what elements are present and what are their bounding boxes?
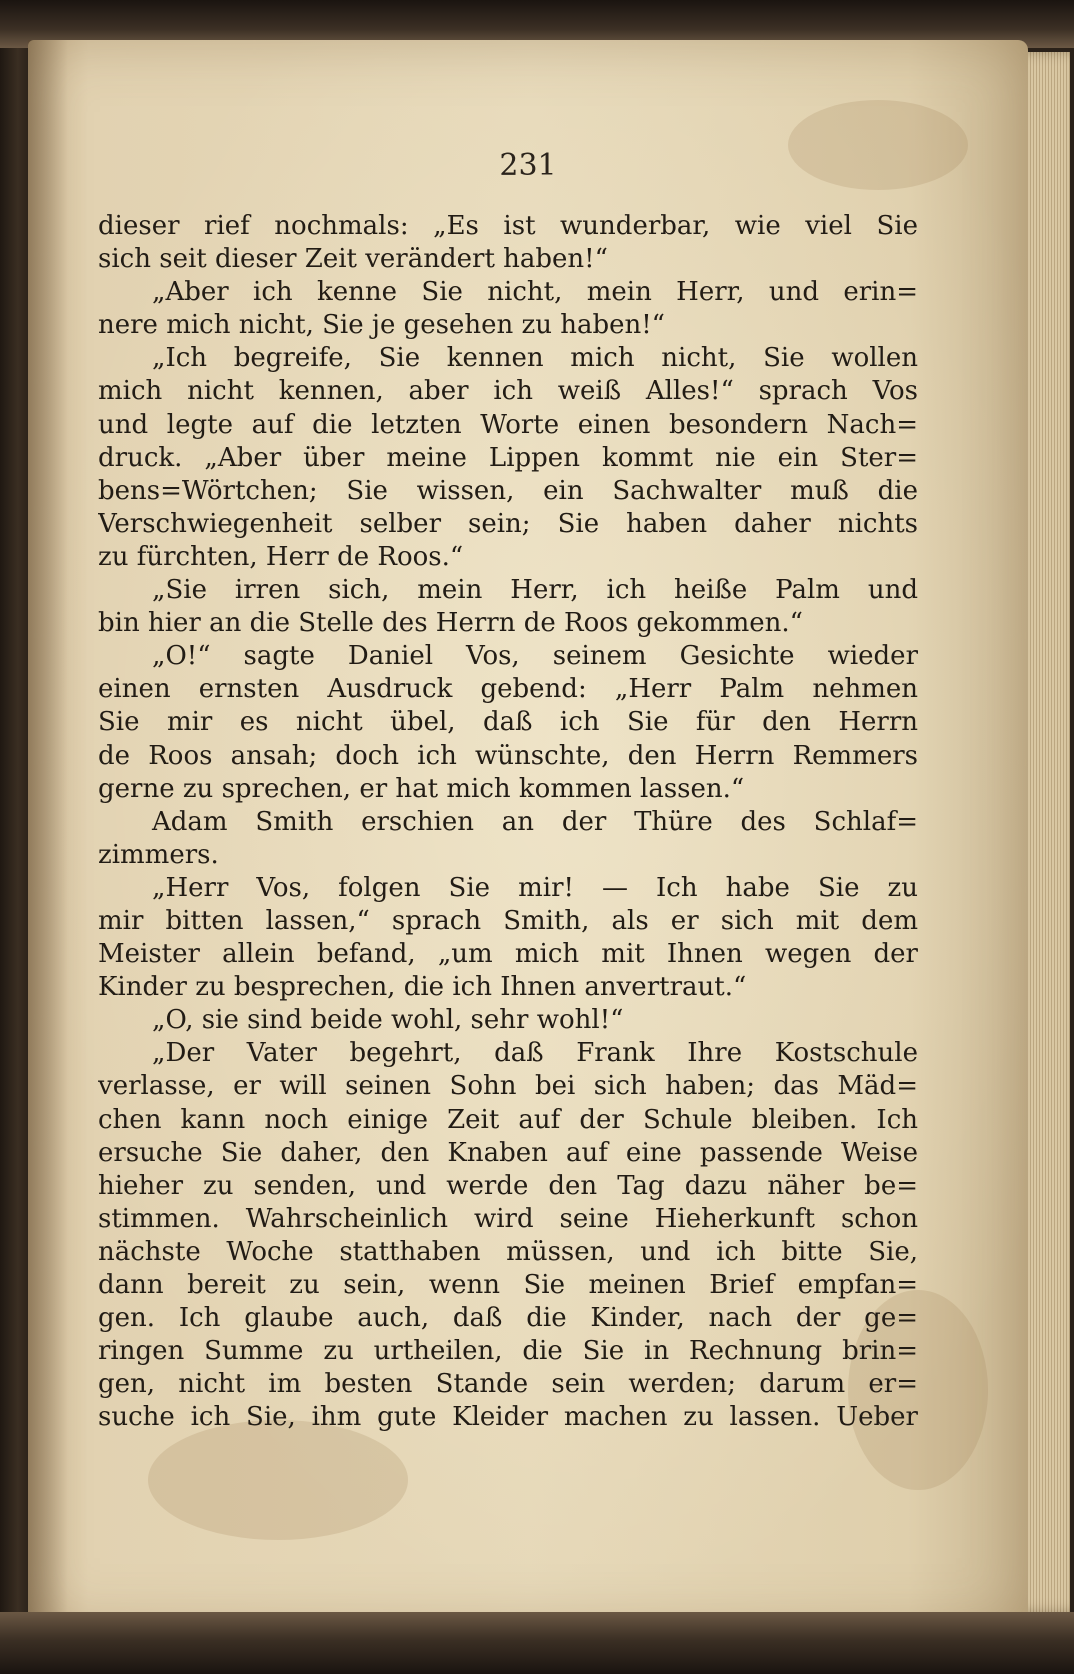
text-line: „O, sie sind beide wohl, sehr wohl!“	[152, 1005, 624, 1036]
text-line: stimmen. Wahrscheinlich wird seine Hieherkunft schon	[98, 1203, 918, 1234]
text-line: „O!“ sagte Daniel Vos, seinem Gesichte wieder	[152, 641, 918, 672]
text-line: mich nicht kennen, aber ich weiß Alles!“ sprach Vos	[98, 376, 918, 407]
text-line: suche ich Sie, ihm gute Kleider machen zu lassen. Ueber	[98, 1402, 918, 1433]
text-line: de Roos ansah; doch ich wünschte, den Herrn Remmers	[98, 740, 918, 771]
text-line: „Ich begreife, Sie kennen mich nicht, Sie wollen	[152, 343, 918, 374]
text-line: mir bitten lassen,“ sprach Smith, als er sich mit dem	[98, 905, 918, 936]
text-line: bens=Wörtchen; Sie wissen, ein Sachwalter muß die	[98, 475, 918, 506]
text-line: hieher zu senden, und werde den Tag dazu näher be=	[98, 1170, 918, 1201]
text-line: nächste Woche statthaben müssen, und ich bitte Sie,	[98, 1236, 918, 1267]
text-line: Kinder zu besprechen, die ich Ihnen anvertraut.“	[98, 972, 747, 1003]
text-line: zu fürchten, Herr de Roos.“	[98, 541, 464, 572]
text-line: dann bereit zu sein, wenn Sie meinen Brief empfan=	[98, 1270, 918, 1300]
text-line: gen. Ich glaube auch, daß die Kinder, nach der ge=	[98, 1303, 918, 1334]
text-line: „Aber ich kenne Sie nicht, mein Herr, und erin=	[152, 277, 918, 308]
text-line: verlasse, er will seinen Sohn bei sich haben; das Mäd=	[98, 1071, 918, 1102]
binding-bottom-edge	[0, 1612, 1074, 1674]
text-line: gen, nicht im besten Stande sein werden; darum er=	[98, 1369, 918, 1400]
text-line: gerne zu sprechen, er hat mich kommen lassen.“	[98, 773, 745, 804]
text-line: chen kann noch einige Zeit auf der Schule bleiben. Ich	[98, 1104, 918, 1135]
text-line: dieser rief nochmals: „Es ist wunderbar, wie viel Sie	[98, 211, 918, 241]
text-line: „Der Vater begehrt, daß Frank Ihre Kostschule	[152, 1038, 918, 1069]
text-line: sich seit dieser Zeit verändert haben!“	[98, 244, 608, 275]
text-line: Adam Smith erschien an der Thüre des Schlaf=	[152, 806, 918, 837]
text-line: zimmers.	[98, 839, 219, 870]
body-text	[98, 210, 918, 1434]
text-line: ersuche Sie daher, den Knaben auf eine passende Weise	[98, 1137, 918, 1168]
text-line: „Sie irren sich, mein Herr, ich heiße Palm und	[152, 575, 918, 606]
text-line: einen ernsten Ausdruck gebend: „Herr Palm nehmen	[98, 674, 918, 705]
text-line: druck. „Aber über meine Lippen kommt nie ein Ster=	[98, 442, 918, 473]
text-line: ringen Summe zu urtheilen, die Sie in Rechnung brin=	[98, 1336, 918, 1367]
book-page	[28, 40, 1028, 1630]
paper-stain	[148, 1420, 408, 1540]
text-line: nere mich nicht, Sie je gesehen zu haben!“	[98, 310, 665, 341]
text-line: bin hier an die Stelle des Herrn de Roos gekommen.“	[98, 608, 803, 639]
text-line: „Herr Vos, folgen Sie mir! — Ich habe Sie zu	[152, 872, 918, 903]
text-line: Sie mir es nicht übel, daß ich Sie für den Herrn	[98, 707, 918, 738]
text-line: und legte auf die letzten Worte einen besondern Nach=	[98, 409, 918, 440]
text-line: Meister allein befand, „um mich mit Ihnen wegen der	[98, 939, 918, 970]
page-number: 231	[499, 148, 557, 183]
text-line: Verschwiegenheit selber sein; Sie haben daher nichts	[98, 508, 918, 539]
